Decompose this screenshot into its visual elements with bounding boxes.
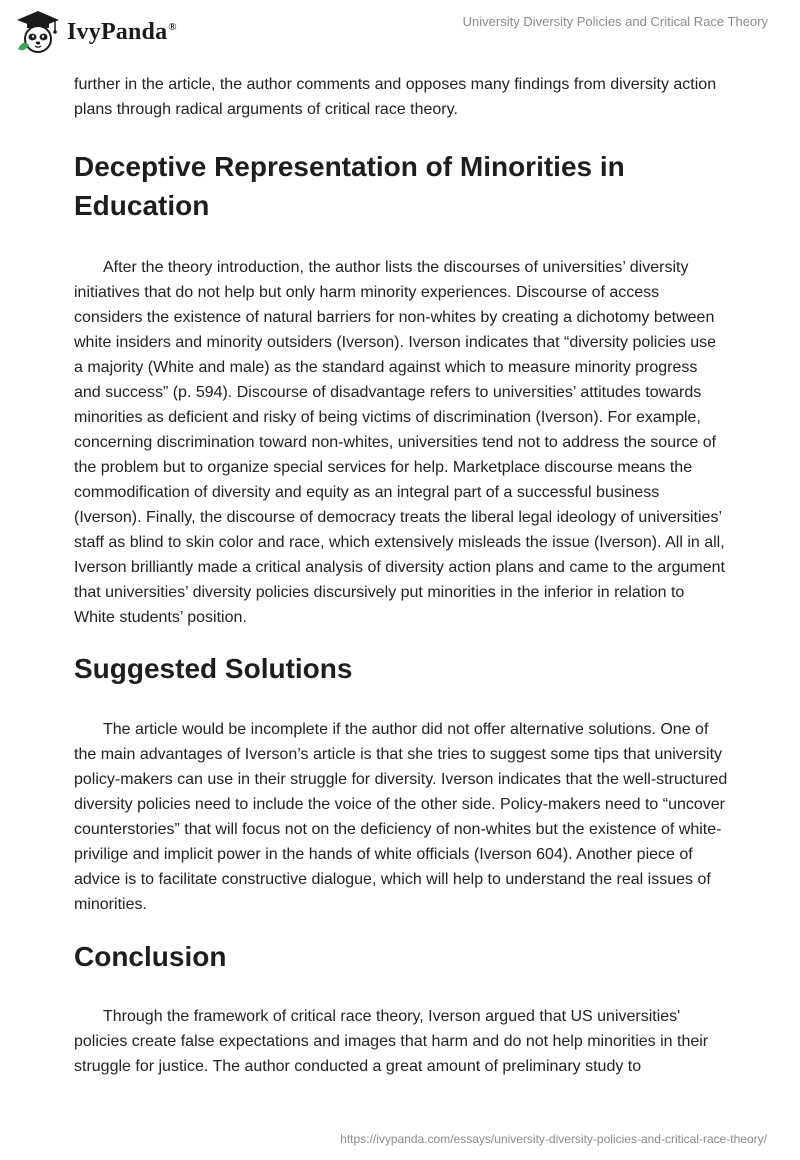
section-heading-conclusion: Conclusion (74, 941, 227, 972)
section-paragraph-conclusion: Through the framework of critical race theory, Iverson argued that US universities' policies create false expectations and images that harm and do not help minorities in their struggle for justice. The author conducted a great amount of preliminary study to (74, 1008, 709, 1075)
section-heading-suggested-solutions: Suggested Solutions (74, 653, 353, 684)
logo-text: IvyPanda® (67, 18, 177, 45)
ivypanda-logo[interactable] (15, 9, 177, 55)
section-paragraph-suggested-solutions: The article would be incomplete if the author did not offer alternative solutions. One of the main advantages of Iverson’s article is that she tries to suggest some tips that university policy-makers can use in their struggle for diversity. Iverson indicates that the well-structured diversity policies need to include the voice of the other side. Policy-makers need to “uncover counterstories” that will focus not on the deficiency of non-whites but the existence of white-privilige and implicit power in the hands of white officials (Iverson 604). Another piece of advice is to facilitate constructive dialogue, which will help to understand the real issues of minorities. (74, 721, 728, 913)
intro-paragraph-tail: further in the article, the author comments and opposes many findings from diversity action plans through radical arguments of critical race theory. (74, 76, 717, 118)
section-paragraph-deceptive-representation: After the theory introduction, the author lists the discourses of universities’ diversity initiatives that do not help but only harm minority experiences. Discourse of access considers the existence of natural barriers for non-whites by creating a dichotomy between white insiders and minority outsiders (Iverson). Iverson indicates that “diversity policies use a majority (White and male) as the standard against which to measure minority progress and success” (p. 594). Discourse of disadvantage refers to universities’ attitudes towards minorities as deficient and risky of being victims of discrimination (Iverson). For example, concerning discrimination toward non-whites, universities tend not to address the source of the problem but to organize special services for help. Marketplace discourse means the commodification of diversity and equity as an integral part of a successful business (Iverson). Finally, the discourse of democracy treats the liberal legal ideology of universities’ staff as blind to skin color and race, which extensively misleads the issue (Iverson). All in all, Iverson brilliantly made a critical analysis of diversity action plans and came to the argument that universities’ diversity policies discursively put minorities in the inferior in relation to White students’ position. (74, 259, 725, 626)
document-title: University Diversity Policies and Critical Race Theory (462, 14, 768, 29)
page-header (0, 0, 800, 70)
source-url[interactable]: https://ivypanda.com/essays/university-diversity-policies-and-critical-race-theory/ (340, 1132, 767, 1146)
essay-content (74, 70, 728, 1079)
section-heading-deceptive-representation: Deceptive Representation of Minorities in Education (74, 151, 625, 221)
panda-graduate-logo-icon (15, 9, 61, 55)
